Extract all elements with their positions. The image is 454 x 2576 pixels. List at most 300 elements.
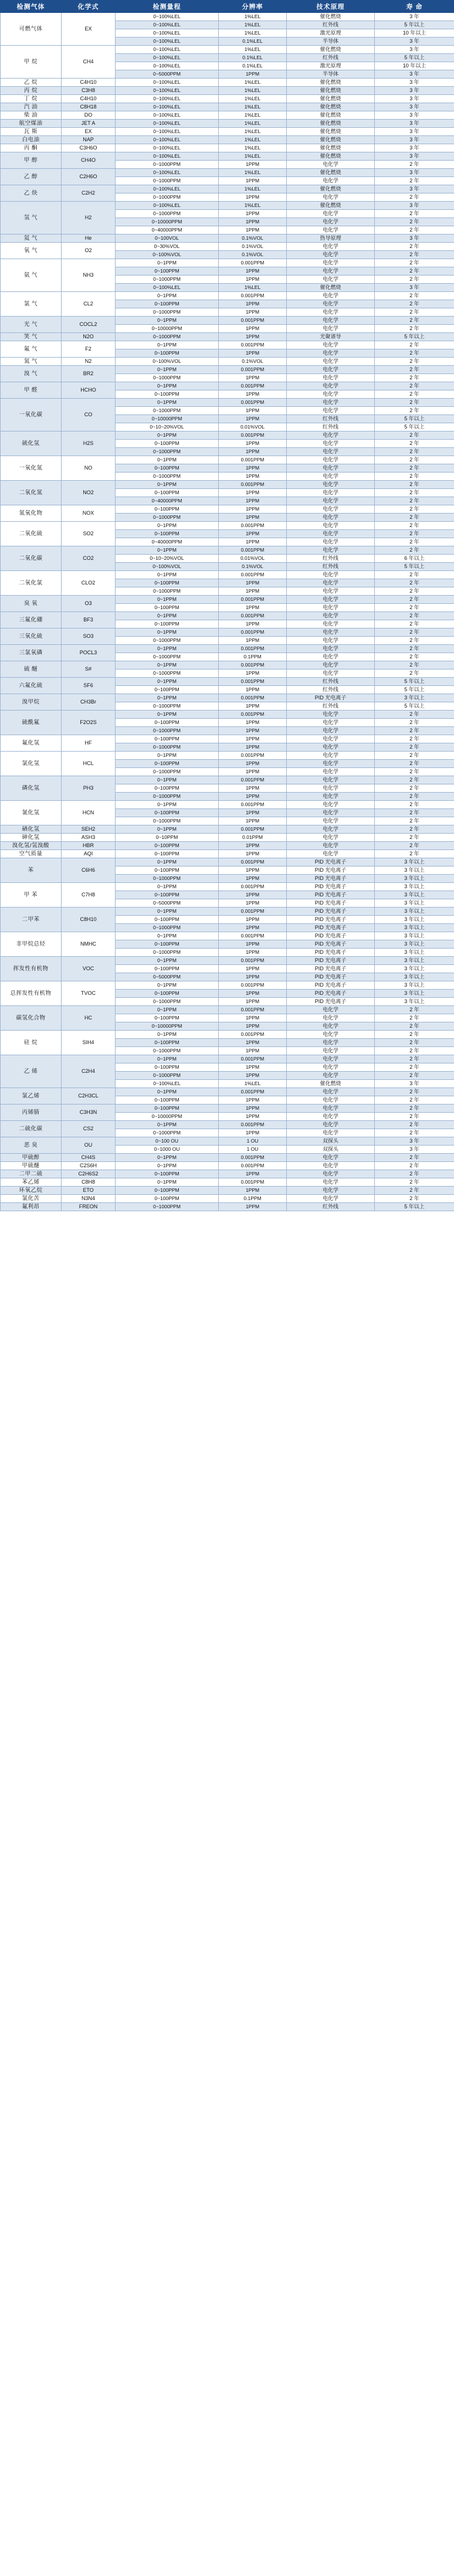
cell-range: 0~100%LEL [116, 62, 219, 70]
cell-resolution: 1PPM [219, 735, 287, 743]
cell-resolution: 1PPM [219, 760, 287, 768]
cell-gas-name: 溴 气 [1, 366, 62, 382]
cell-gas-name: 环氧乙烷 [1, 1187, 62, 1195]
cell-gas-name: 硫化氢 [1, 431, 62, 456]
cell-technology: 电化学 [287, 538, 375, 546]
cell-life: 2 年 [375, 1162, 454, 1170]
cell-resolution: 0.001PPM [219, 1006, 287, 1014]
cell-formula: H2 [62, 202, 116, 235]
cell-gas-name: 氢 气 [1, 202, 62, 235]
cell-resolution: 0.001PPM [219, 317, 287, 325]
cell-formula: JET A [62, 120, 116, 128]
cell-formula: C8H10 [62, 908, 116, 932]
cell-life: 3 年 [375, 79, 454, 87]
cell-range: 0~100%LEL [116, 54, 219, 62]
cell-technology: 电化学 [287, 292, 375, 300]
cell-range: 0~1PPM [116, 858, 219, 866]
cell-resolution: 1PPM [219, 743, 287, 752]
table-row [1, 235, 454, 243]
cell-resolution: 1%LEL [219, 87, 287, 95]
table-row [1, 711, 454, 719]
cell-range: 0~100%LEL [116, 136, 219, 144]
cell-technology: 电化学 [287, 1096, 375, 1105]
cell-formula: HC [62, 1006, 116, 1031]
cell-range: 0~1PPM [116, 825, 219, 834]
cell-resolution: 1PPM [219, 349, 287, 358]
cell-technology: 电化学 [287, 522, 375, 530]
cell-technology: PID 光电离子 [287, 858, 375, 866]
cell-resolution: 1PPM [219, 415, 287, 423]
cell-technology: 电化学 [287, 218, 375, 226]
cell-gas-name: 丙烯腈 [1, 1105, 62, 1121]
cell-technology: 电化学 [287, 817, 375, 825]
cell-life: 2 年 [375, 317, 454, 325]
cell-range: 0~1000PPM [116, 817, 219, 825]
cell-technology: 电化学 [287, 505, 375, 514]
cell-technology: 催化燃烧 [287, 120, 375, 128]
cell-life: 2 年 [375, 259, 454, 267]
cell-resolution: 1PPM [219, 604, 287, 612]
cell-life: 2 年 [375, 768, 454, 776]
table-row [1, 481, 454, 489]
cell-resolution: 1PPM [219, 505, 287, 514]
cell-range: 0~100PPM [116, 579, 219, 587]
cell-range: 0~1PPM [116, 981, 219, 990]
table-row [1, 883, 454, 891]
cell-life: 2 年 [375, 382, 454, 390]
cell-resolution: 1PPM [219, 448, 287, 456]
cell-range: 0~1PPM [116, 1178, 219, 1187]
cell-technology: 电化学 [287, 300, 375, 308]
cell-resolution: 1PPM [219, 1022, 287, 1031]
cell-resolution: 1PPM [219, 374, 287, 382]
cell-technology: 电化学 [287, 768, 375, 776]
table-row [1, 456, 454, 464]
cell-technology: 电化学 [287, 604, 375, 612]
cell-life: 2 年 [375, 399, 454, 407]
cell-resolution: 1PPM [219, 1063, 287, 1072]
table-row [1, 259, 454, 267]
cell-formula: TVOC [62, 981, 116, 1006]
cell-range: 0~100PPM [116, 719, 219, 727]
cell-gas-name: 笑 气 [1, 333, 62, 341]
cell-life: 3 年以上 [375, 998, 454, 1006]
table-row [1, 908, 454, 916]
cell-life: 2 年 [375, 530, 454, 538]
table-row [1, 546, 454, 555]
cell-resolution: 1PPM [219, 530, 287, 538]
cell-technology: 催化燃烧 [287, 13, 375, 21]
cell-technology: 电化学 [287, 358, 375, 366]
cell-technology: 电化学 [287, 546, 375, 555]
cell-resolution: 0.001PPM [219, 399, 287, 407]
cell-life: 2 年 [375, 817, 454, 825]
cell-resolution: 1PPM [219, 587, 287, 596]
cell-life: 3 年 [375, 284, 454, 292]
cell-life: 5 年以上 [375, 415, 454, 423]
cell-technology: 红外线 [287, 1203, 375, 1211]
cell-technology: 电化学 [287, 653, 375, 661]
cell-technology: PID 光电离子 [287, 965, 375, 973]
cell-range: 0~1PPM [116, 1006, 219, 1014]
cell-technology: 电化学 [287, 719, 375, 727]
cell-gas-name: 非甲烷总烃 [1, 932, 62, 957]
cell-technology: 电化学 [287, 431, 375, 440]
cell-life: 2 年 [375, 325, 454, 333]
table-row [1, 1203, 454, 1211]
cell-life: 2 年 [375, 776, 454, 784]
cell-technology: 催化燃烧 [287, 46, 375, 54]
cell-life: 2 年 [375, 538, 454, 546]
cell-resolution: 1PPM [219, 325, 287, 333]
table-row [1, 522, 454, 530]
cell-formula: F2O2S [62, 711, 116, 735]
cell-resolution: 0.1%VOL [219, 243, 287, 251]
cell-technology: 电化学 [287, 440, 375, 448]
cell-range: 0~1000PPM [116, 1047, 219, 1055]
cell-gas-name: 溴甲烷 [1, 694, 62, 711]
cell-range: 0~1PPM [116, 399, 219, 407]
cell-technology: 红外线 [287, 415, 375, 423]
cell-life: 2 年 [375, 473, 454, 481]
cell-resolution: 0.1PPM [219, 653, 287, 661]
cell-resolution: 1PPM [219, 308, 287, 317]
cell-resolution: 0.001PPM [219, 571, 287, 579]
cell-technology: 红外线 [287, 54, 375, 62]
cell-technology: 红外线 [287, 678, 375, 686]
cell-formula: O2 [62, 243, 116, 259]
cell-technology: PID 光电离子 [287, 875, 375, 883]
cell-gas-name: 六氟化硫 [1, 678, 62, 694]
table-row [1, 341, 454, 349]
cell-formula: CLO2 [62, 571, 116, 596]
cell-resolution: 0.001PPM [219, 522, 287, 530]
cell-resolution: 0.01%VOL [219, 555, 287, 563]
cell-technology: 催化燃烧 [287, 144, 375, 152]
cell-range: 0~1PPM [116, 481, 219, 489]
cell-formula: SO3 [62, 628, 116, 645]
cell-life: 2 年 [375, 1113, 454, 1121]
cell-technology: 电化学 [287, 464, 375, 473]
cell-life: 2 年 [375, 1088, 454, 1096]
cell-technology: 催化燃烧 [287, 111, 375, 120]
cell-range: 0~5000PPM [116, 899, 219, 908]
cell-resolution: 0.001PPM [219, 981, 287, 990]
cell-resolution: 1PPM [219, 1096, 287, 1105]
table-row [1, 842, 454, 850]
cell-resolution: 0.001PPM [219, 366, 287, 374]
cell-gas-name: 甲 醇 [1, 152, 62, 169]
cell-technology: 电化学 [287, 1039, 375, 1047]
cell-life: 2 年 [375, 464, 454, 473]
cell-life: 5 年以上 [375, 333, 454, 341]
cell-life: 2 年 [375, 670, 454, 678]
cell-range: 0~1PPM [116, 596, 219, 604]
cell-resolution: 1PPM [219, 1203, 287, 1211]
cell-range: 0~1000PPM [116, 1203, 219, 1211]
cell-range: 0~100VOL [116, 235, 219, 243]
cell-formula: CS2 [62, 1121, 116, 1137]
table-row [1, 399, 454, 407]
cell-range: 0~1PPM [116, 612, 219, 620]
cell-technology: 电化学 [287, 1129, 375, 1137]
cell-resolution: 0.001PPM [219, 1121, 287, 1129]
cell-range: 0~100PPM [116, 1096, 219, 1105]
cell-range: 0~1PPM [116, 645, 219, 653]
cell-technology: 电化学 [287, 1063, 375, 1072]
table-row [1, 431, 454, 440]
table-row [1, 825, 454, 834]
cell-resolution: 1PPM [219, 891, 287, 899]
table-row [1, 1195, 454, 1203]
cell-gas-name: 二甲苯 [1, 908, 62, 932]
cell-gas-name: 恶 臭 [1, 1137, 62, 1154]
gas-spec-table [0, 0, 454, 1211]
cell-formula: F2 [62, 341, 116, 358]
cell-gas-name: 空气质量 [1, 850, 62, 858]
cell-life: 5 年以上 [375, 1203, 454, 1211]
cell-formula: C3H3N [62, 1105, 116, 1121]
table-row [1, 571, 454, 579]
cell-resolution: 1PPM [219, 875, 287, 883]
cell-technology: 催化燃烧 [287, 202, 375, 210]
cell-technology: 红外线 [287, 555, 375, 563]
cell-range: 0~1PPM [116, 908, 219, 916]
cell-resolution: 1PPM [219, 768, 287, 776]
cell-resolution: 0.001PPM [219, 481, 287, 489]
cell-life: 2 年 [375, 1022, 454, 1031]
cell-technology: PID 光电离子 [287, 883, 375, 891]
cell-technology: 催化燃烧 [287, 136, 375, 144]
table-row [1, 776, 454, 784]
cell-gas-name: 航空煤油 [1, 120, 62, 128]
cell-formula: HF [62, 735, 116, 752]
cell-technology: 电化学 [287, 267, 375, 276]
cell-gas-name: 苯乙烯 [1, 1178, 62, 1187]
cell-range: 0~100PPM [116, 300, 219, 308]
cell-resolution: 0.001PPM [219, 957, 287, 965]
cell-life: 2 年 [375, 571, 454, 579]
cell-resolution: 1PPM [219, 899, 287, 908]
cell-resolution: 1PPM [219, 809, 287, 817]
cell-range: 0~100PPM [116, 390, 219, 399]
cell-technology: 电化学 [287, 226, 375, 235]
cell-technology: 电化学 [287, 382, 375, 390]
cell-life: 3 年以上 [375, 981, 454, 990]
cell-life: 2 年 [375, 1154, 454, 1162]
cell-technology: PID 光电离子 [287, 981, 375, 990]
cell-technology: 电化学 [287, 711, 375, 719]
cell-formula: EX [62, 13, 116, 46]
cell-formula: NO [62, 456, 116, 481]
cell-range: 0~1PPM [116, 1031, 219, 1039]
cell-life: 3 年 [375, 169, 454, 177]
cell-gas-name: 甲 醛 [1, 382, 62, 399]
cell-technology: 电化学 [287, 620, 375, 628]
cell-life: 2 年 [375, 358, 454, 366]
cell-formula: C2H4 [62, 1055, 116, 1088]
cell-range: 0~1000PPM [116, 407, 219, 415]
cell-range: 0~1PPM [116, 883, 219, 891]
cell-formula: C6H6 [62, 858, 116, 883]
cell-gas-name: 磷化氢 [1, 776, 62, 801]
cell-resolution: 1PPM [219, 390, 287, 399]
cell-life: 2 年 [375, 1129, 454, 1137]
cell-range: 0~1PPM [116, 711, 219, 719]
cell-life: 2 年 [375, 834, 454, 842]
cell-life: 5 年以上 [375, 21, 454, 29]
cell-formula: BR2 [62, 366, 116, 382]
cell-life: 2 年 [375, 308, 454, 317]
cell-range: 0~1000PPM [116, 637, 219, 645]
cell-gas-name: 氯化氢 [1, 752, 62, 776]
cell-life: 2 年 [375, 292, 454, 300]
cell-life: 3 年 [375, 128, 454, 136]
cell-range: 0~100PPM [116, 784, 219, 793]
table-row [1, 628, 454, 637]
cell-range: 0~1000PPM [116, 374, 219, 382]
cell-formula: CH4 [62, 46, 116, 79]
cell-life: 3 年 [375, 235, 454, 243]
cell-range: 0~1PPM [116, 571, 219, 579]
cell-range: 0~1PPM [116, 382, 219, 390]
cell-range: 0~1PPM [116, 801, 219, 809]
cell-gas-name: 乙 炔 [1, 185, 62, 202]
cell-technology: PID 光电离子 [287, 932, 375, 940]
cell-resolution: 1%LEL [219, 202, 287, 210]
table-row [1, 120, 454, 128]
cell-resolution: 1PPM [219, 464, 287, 473]
cell-life: 2 年 [375, 1063, 454, 1072]
table-row [1, 1178, 454, 1187]
cell-range: 0~100%VOL [116, 563, 219, 571]
cell-gas-name: 碳氢化合物 [1, 1006, 62, 1031]
cell-resolution: 1PPM [219, 990, 287, 998]
cell-range: 0~100%LEL [116, 202, 219, 210]
cell-resolution: 1PPM [219, 193, 287, 202]
cell-life: 2 年 [375, 514, 454, 522]
cell-formula: VOC [62, 957, 116, 981]
cell-life: 3 年以上 [375, 899, 454, 908]
cell-range: 0~100PPM [116, 940, 219, 949]
cell-technology: 电化学 [287, 259, 375, 267]
cell-life: 2 年 [375, 809, 454, 817]
cell-gas-name: 光 气 [1, 317, 62, 333]
cell-resolution: 0.001PPM [219, 382, 287, 390]
cell-range: 0~1000PPM [116, 727, 219, 735]
cell-technology: 电化学 [287, 530, 375, 538]
cell-technology: 电化学 [287, 193, 375, 202]
cell-gas-name: 总挥发性有机物 [1, 981, 62, 1006]
cell-technology: 电化学 [287, 161, 375, 169]
cell-range: 0~100PPM [116, 735, 219, 743]
cell-range: 0~100PPM [116, 891, 219, 899]
table-row [1, 1154, 454, 1162]
cell-technology: 电化学 [287, 456, 375, 464]
cell-life: 3 年以上 [375, 694, 454, 702]
cell-life: 2 年 [375, 784, 454, 793]
cell-resolution: 1PPM [219, 514, 287, 522]
cell-life: 2 年 [375, 448, 454, 456]
cell-gas-name: 三氧化硫 [1, 628, 62, 645]
cell-life: 3 年以上 [375, 932, 454, 940]
cell-technology: 电化学 [287, 776, 375, 784]
cell-gas-name: 乙 醇 [1, 169, 62, 185]
cell-resolution: 1%LEL [219, 152, 287, 161]
table-row [1, 103, 454, 111]
cell-range: 0~100%LEL [116, 120, 219, 128]
cell-life: 3 年以上 [375, 924, 454, 932]
cell-technology: 电化学 [287, 1006, 375, 1014]
cell-life: 2 年 [375, 489, 454, 497]
cell-life: 3 年 [375, 1080, 454, 1088]
cell-life: 2 年 [375, 1039, 454, 1047]
cell-technology: 红外线 [287, 423, 375, 431]
cell-technology: 激光原理 [287, 29, 375, 38]
cell-life: 3 年以上 [375, 908, 454, 916]
cell-life: 3 年 [375, 13, 454, 21]
cell-resolution: 1PPM [219, 784, 287, 793]
cell-range: 0~1000PPM [116, 514, 219, 522]
cell-gas-name: 挥发性有机物 [1, 957, 62, 981]
cell-technology: 电化学 [287, 825, 375, 834]
cell-formula: ETO [62, 1187, 116, 1195]
cell-life: 2 年 [375, 842, 454, 850]
cell-resolution: 0.001PPM [219, 883, 287, 891]
cell-technology: 电化学 [287, 571, 375, 579]
cell-technology: 电化学 [287, 308, 375, 317]
cell-resolution: 0.001PPM [219, 1088, 287, 1096]
cell-technology: 电化学 [287, 809, 375, 817]
cell-resolution: 0.001PPM [219, 1031, 287, 1039]
cell-life: 2 年 [375, 505, 454, 514]
cell-technology: 半导体 [287, 38, 375, 46]
cell-resolution: 0.001PPM [219, 259, 287, 267]
cell-formula: DO [62, 111, 116, 120]
cell-range: 0~1PPM [116, 957, 219, 965]
cell-technology: 电化学 [287, 1031, 375, 1039]
table-row [1, 1187, 454, 1195]
table-row [1, 1006, 454, 1014]
cell-gas-name: 三氟化硼 [1, 612, 62, 628]
cell-technology: 电化学 [287, 390, 375, 399]
cell-life: 2 年 [375, 596, 454, 604]
cell-technology: 电化学 [287, 628, 375, 637]
table-row [1, 317, 454, 325]
cell-technology: PID 光电离子 [287, 973, 375, 981]
cell-resolution: 1PPM [219, 267, 287, 276]
cell-range: 0~1PPM [116, 1162, 219, 1170]
cell-range: 0~100PPM [116, 686, 219, 694]
cell-technology: 双探头 [287, 1146, 375, 1154]
cell-technology: 电化学 [287, 341, 375, 349]
cell-technology: PID 光电离子 [287, 949, 375, 957]
cell-resolution: 0.001PPM [219, 628, 287, 637]
cell-range: 0~1000PPM [116, 308, 219, 317]
cell-range: 0~100%LEL [116, 169, 219, 177]
cell-life: 3 年 [375, 202, 454, 210]
cell-range: 0~1000PPM [116, 768, 219, 776]
cell-life: 5 年以上 [375, 678, 454, 686]
cell-life: 3 年以上 [375, 957, 454, 965]
cell-range: 0~1000PPM [116, 177, 219, 185]
cell-gas-name: 苯 [1, 858, 62, 883]
cell-technology: 电化学 [287, 834, 375, 842]
cell-technology: 电化学 [287, 784, 375, 793]
cell-life: 3 年 [375, 152, 454, 161]
table-row [1, 95, 454, 103]
cell-formula: N3N4 [62, 1195, 116, 1203]
